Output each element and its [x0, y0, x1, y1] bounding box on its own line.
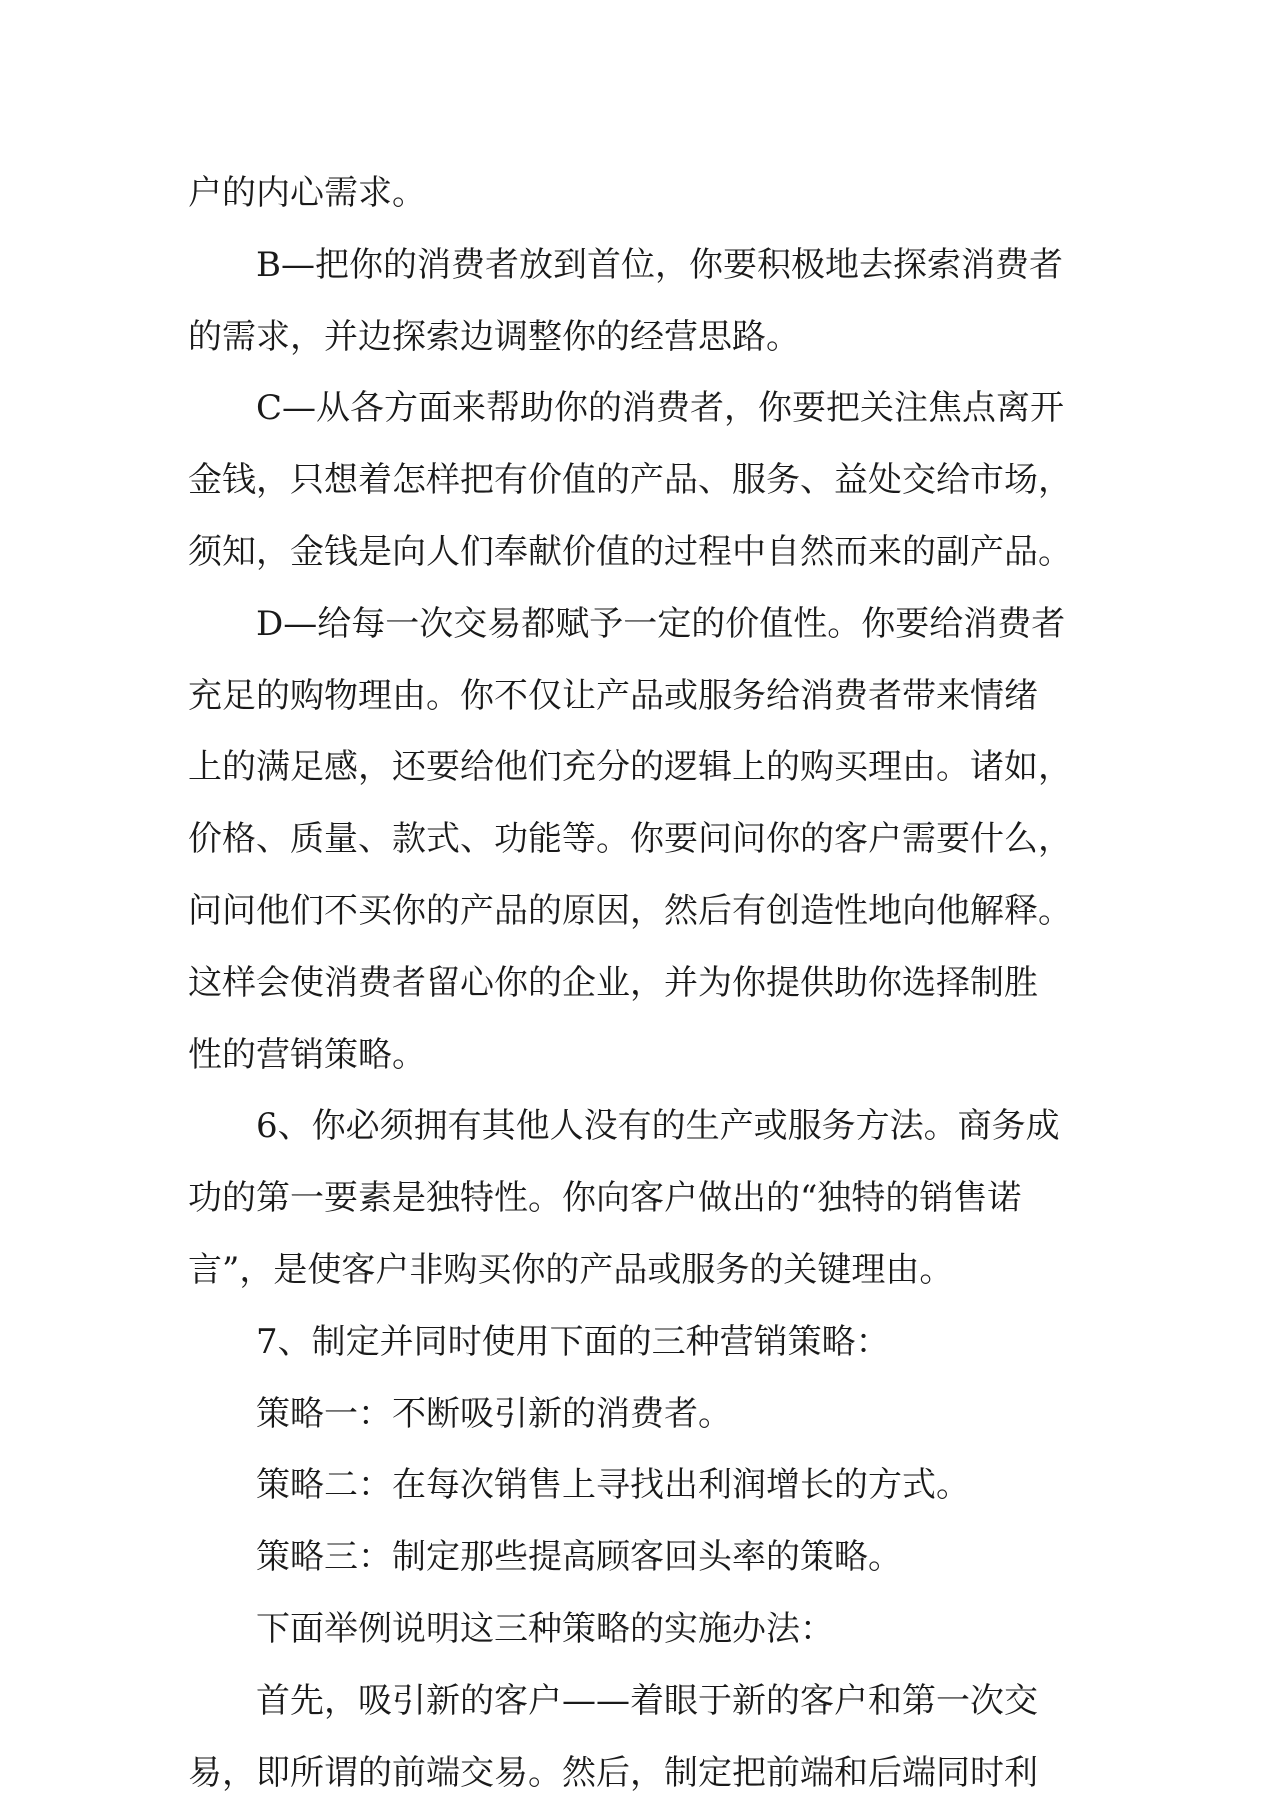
- text-line: 户的内心需求。: [188, 173, 426, 213]
- text-line: 7、制定并同时使用下面的三种营销策略：: [256, 1321, 890, 1362]
- text-line: 问问他们不买你的产品的原因，然后有创造性地向他解释。: [188, 890, 1072, 931]
- text-line: 策略一：不断吸引新的消费者。: [256, 1393, 732, 1434]
- text-line: 首先，吸引新的客户——着眼于新的客户和第一次交: [256, 1680, 1038, 1721]
- text-line: 充足的购物理由。你不仅让产品或服务给消费者带来情绪: [188, 675, 1038, 716]
- text-line: 的需求，并边探索边调整你的经营思路。: [188, 316, 800, 357]
- text-line: C—从各方面来帮助你的消费者，你要把关注焦点离开: [256, 388, 1065, 429]
- text-line: 策略三：制定那些提高顾客回头率的策略。: [256, 1537, 902, 1578]
- text-line: 性的营销策略。: [188, 1034, 426, 1075]
- text-line: 上的满足感，还要给他们充分的逻辑上的购买理由。诸如，: [188, 747, 1072, 788]
- text-line: 6、你必须拥有其他人没有的生产或服务方法。商务成: [256, 1106, 1060, 1147]
- text-line: 言”，是使客户非购买你的产品或服务的关键理由。: [188, 1249, 954, 1290]
- text-line: 金钱，只想着怎样把有价值的产品、服务、益处交给市场，: [188, 460, 1072, 501]
- text-line: 功的第一要素是独特性。你向客户做出的“独特的销售诺: [188, 1178, 1022, 1219]
- text-line: 易，即所谓的前端交易。然后，制定把前端和后端同时利: [188, 1752, 1038, 1793]
- text-line: 策略二：在每次销售上寻找出利润增长的方式。: [256, 1465, 970, 1506]
- text-line: 价格、质量、款式、功能等。你要问问你的客户需要什么，: [188, 819, 1072, 860]
- text-line: 这样会使消费者留心你的企业，并为你提供助你选择制胜: [188, 962, 1038, 1003]
- text-line: B—把你的消费者放到首位，你要积极地去探索消费者: [256, 244, 1063, 285]
- text-line: 下面举例说明这三种策略的实施办法：: [256, 1608, 834, 1649]
- text-line: D—给每一次交易都赋予一定的价值性。你要给消费者: [256, 603, 1066, 644]
- body-text: [188, 158, 1118, 1809]
- text-line: 须知，金钱是向人们奉献价值的过程中自然而来的副产品。: [188, 531, 1072, 572]
